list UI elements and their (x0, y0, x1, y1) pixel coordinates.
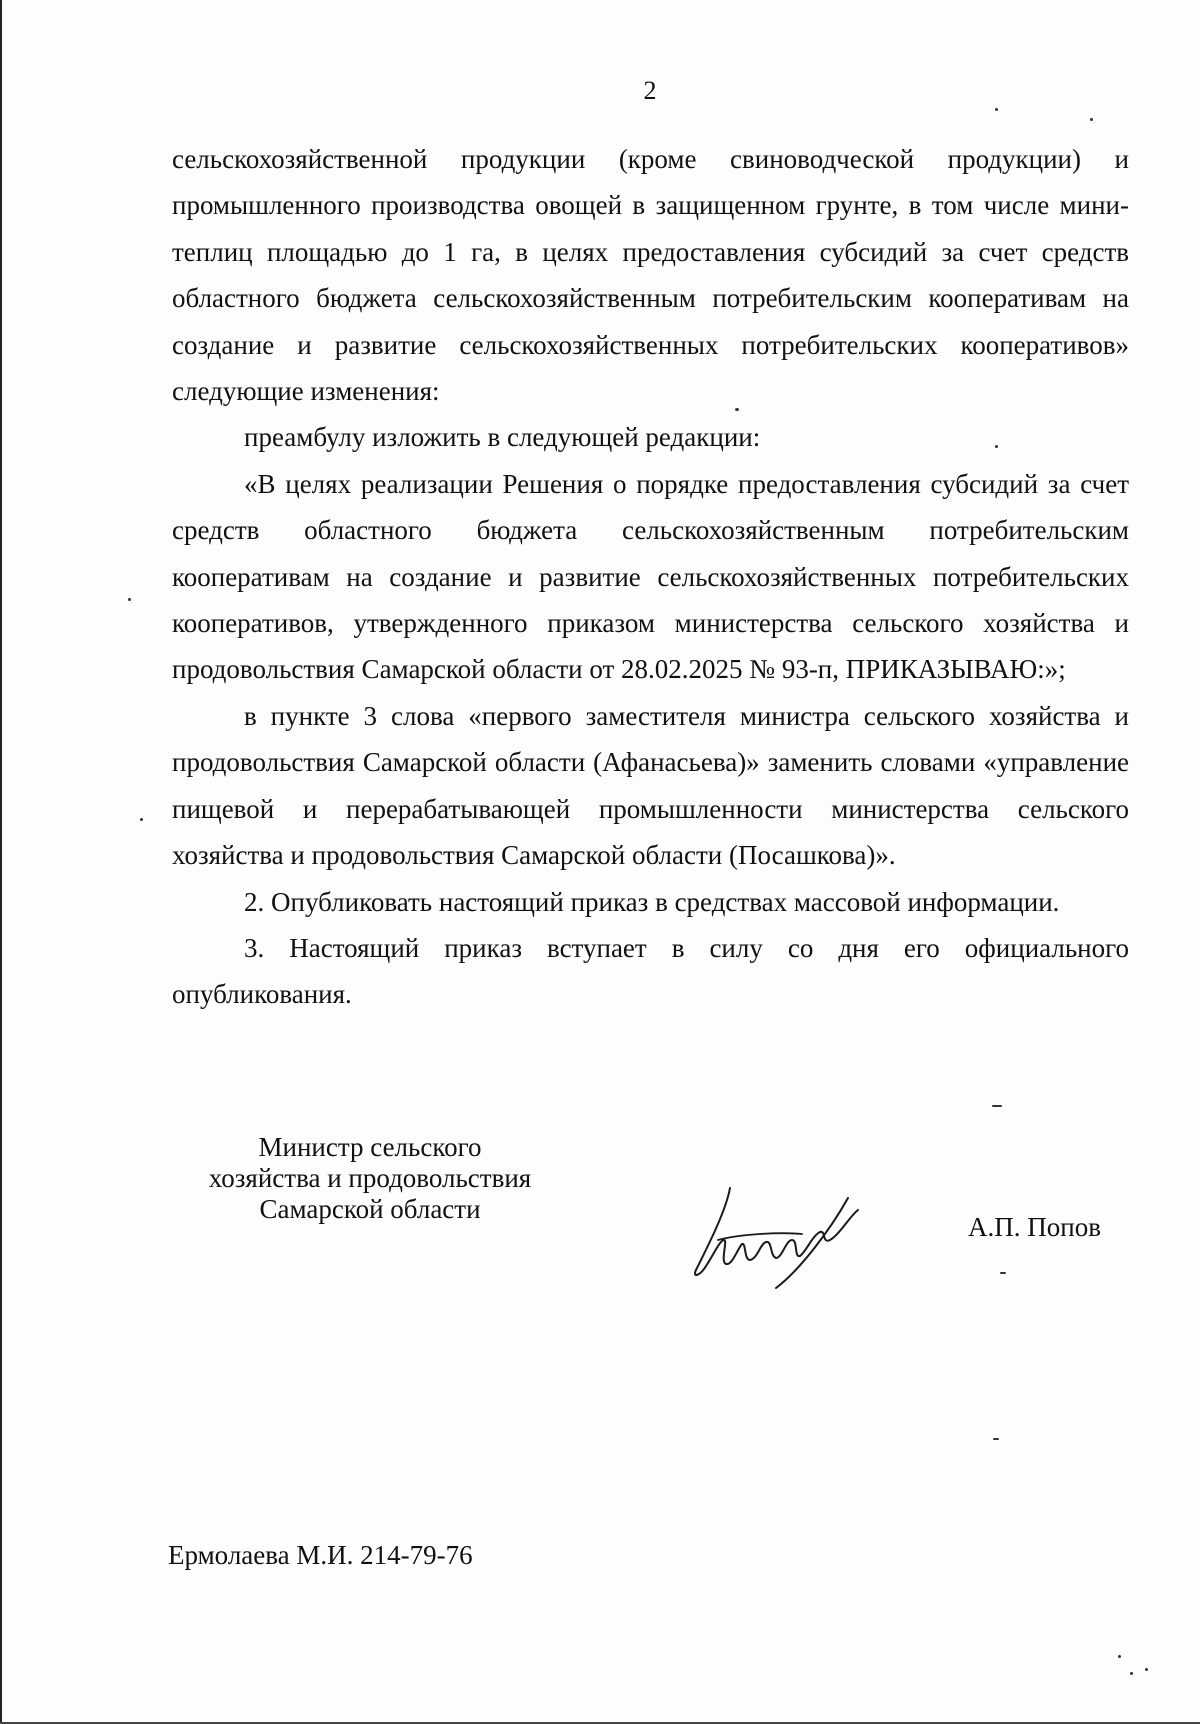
document-body (172, 136, 1129, 1018)
executor-contact: Ермолаева М.И. 214-79-76 (168, 1540, 473, 1570)
paragraph: 3. Настоящий приказ вступает в силу со дня его официального опубликования. (172, 932, 1129, 1010)
paragraph: в пункте 3 слова «первого заместителя министра сельского хозяйства и продовольствия Самарской области (Афанасьева)» заменить словами «управление пищевой и перерабатывающей промышленности министерства сельского хозяйства и продовольствия Самарской области (Посашкова)». (172, 700, 1129, 871)
scan-speck (995, 445, 998, 448)
signatory-title-line: Самарской области (259, 1194, 481, 1224)
paragraph: «В целях реализации Решения о порядке предоставления субсидий за счет средств областного бюджета сельскохозяйственным потребительским кооперативам на создание и развитие сельскохозяйственных потребительских кооперативов, утвержденного приказом министерства сельского хозяйства и продовольствия Самарской области от 28.02.2025 № 93-п, ПРИКАЗЫВАЮ:»; (172, 468, 1129, 685)
scan-speck (1090, 118, 1093, 121)
page-number: 2 (643, 76, 657, 105)
scan-speck (1130, 1672, 1133, 1675)
paragraph: преамбулу изложить в следующей редакции: (244, 422, 761, 453)
scan-edge (0, 0, 2, 1724)
signatory-title (180, 1132, 560, 1225)
scan-speck (995, 108, 998, 111)
scan-speck (1000, 1272, 1006, 1274)
scan-speck (128, 598, 131, 601)
signatory-title-line: Министр сельского (258, 1132, 482, 1162)
signatory-name: А.П. Попов (968, 1212, 1101, 1242)
handwritten-signature (680, 1170, 880, 1290)
paragraph: сельскохозяйственной продукции (кроме свиноводческой продукции) и промышленного производства овощей в защищенном грунте, в том числе мини-теплиц площадью до 1 га, в целях предоставления субсидий за счет средств областного бюджета сельскохозяйственным потребительским кооперативам на создание и развитие сельскохозяйственных потребительских кооперативов» следующие изменения: (172, 144, 1129, 407)
scan-speck (993, 1438, 999, 1440)
scan-speck (992, 1105, 1002, 1107)
scan-speck (1145, 1668, 1148, 1671)
signatory-title-line: хозяйства и продовольствия (208, 1163, 532, 1193)
scan-speck (1118, 1655, 1121, 1658)
paragraph: 2. Опубликовать настоящий приказ в средствах массовой информации. (244, 886, 1060, 917)
scan-speck (140, 818, 143, 821)
scan-speck (735, 408, 739, 411)
